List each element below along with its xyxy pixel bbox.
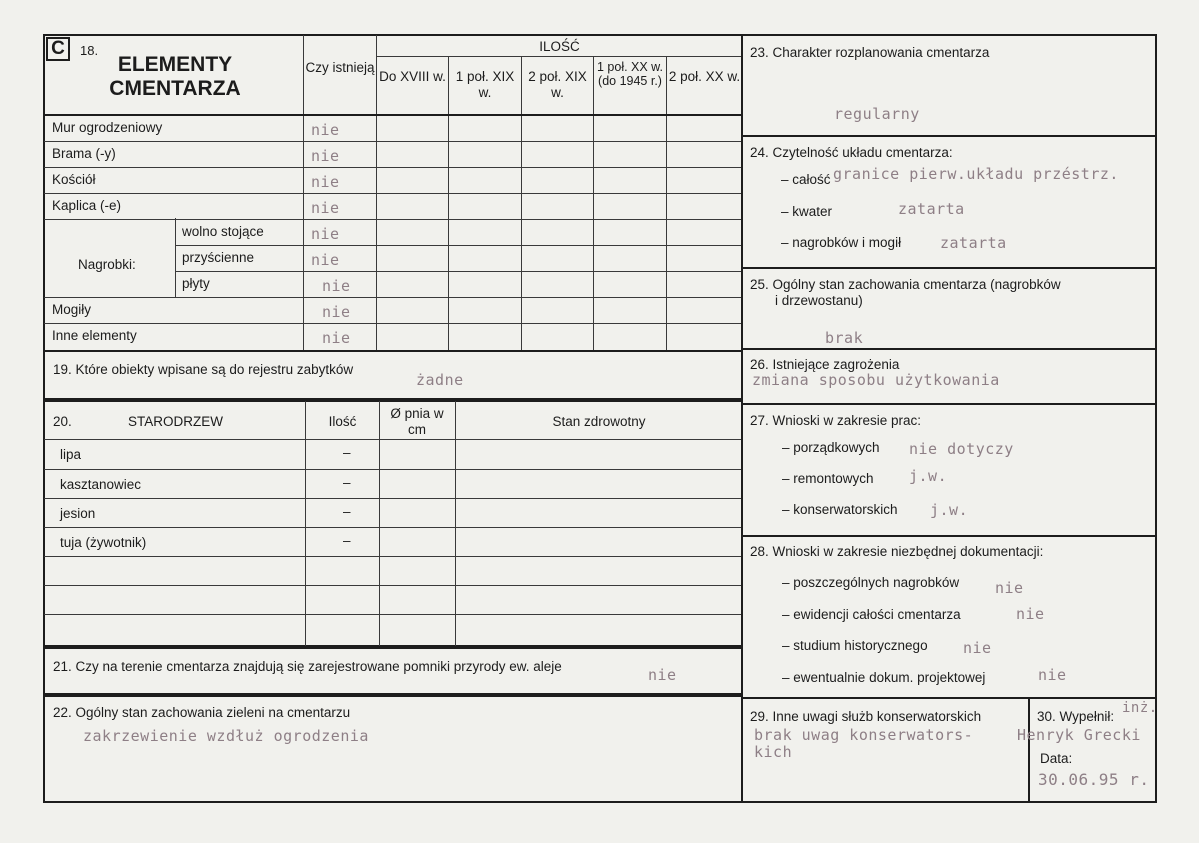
section-28-question: 28. Wnioski w zakresie niezbędnej dokumentacji: <box>750 544 1044 559</box>
element-row-label: płyty <box>182 276 210 291</box>
s28-answer-3: nie <box>1038 666 1067 684</box>
s24-label-1: – kwater <box>781 204 833 219</box>
section-29-answer-1: brak uwag konserwators- <box>754 726 974 744</box>
col-health-header: Stan zdrowotny <box>552 414 646 429</box>
element-row-exists: nie <box>311 251 340 269</box>
element-row-label: Kościół <box>52 172 96 187</box>
tree-name: jesion <box>60 506 96 521</box>
s24-answer-2: zatarta <box>940 234 1007 252</box>
tree-name: kasztanowiec <box>60 477 142 492</box>
col-qty-header: Ilość <box>328 414 357 429</box>
section-21-question: 21. Czy na terenie cmentarza znajdują się zarejestrowane pomniki przyrody ew. aleje <box>53 659 562 674</box>
s27-label-0: – porządkowych <box>782 440 880 455</box>
s24-answer-1: zatarta <box>898 200 965 218</box>
section-23-question: 23. Charakter rozplanowania cmentarza <box>750 45 990 60</box>
element-row-label: Inne elementy <box>52 328 137 343</box>
s28-label-0: – poszczególnych nagrobków <box>782 575 960 590</box>
section-19-question: 19. Które obiekty wpisane są do rejestru zabytków <box>53 362 354 377</box>
section-26-question: 26. Istniejące zagrożenia <box>750 357 900 372</box>
tree-qty: – <box>343 504 351 519</box>
section-letter-box <box>46 37 70 61</box>
tree-qty: – <box>343 475 351 490</box>
period-header: 2 poł. XX w. <box>668 69 741 84</box>
s24-answer-0: granice pierw.układu przéstrz. <box>833 165 1119 183</box>
element-row-label: Kaplica (-e) <box>52 198 122 213</box>
period-header: 1 poł. XX w. (do 1945 r.) <box>596 60 663 89</box>
section-18-number: 18. <box>80 43 99 58</box>
section-30-title: inż. <box>1122 700 1158 716</box>
element-row-label: Mur ogrodzeniowy <box>52 120 163 135</box>
s27-label-1: – remontowych <box>782 471 874 486</box>
s27-answer-2: j.w. <box>930 501 969 519</box>
tree-name: tuja (żywotnik) <box>60 535 147 550</box>
col-diam-header: Ø pnia w cm <box>390 406 444 437</box>
element-row-exists: nie <box>311 173 340 191</box>
section-19-answer: żadne <box>416 371 464 389</box>
element-row-label: Brama (-y) <box>52 146 116 161</box>
tree-qty: – <box>343 533 351 548</box>
element-row-exists: nie <box>322 329 351 347</box>
element-row-exists: nie <box>322 277 351 295</box>
s28-answer-1: nie <box>1016 605 1045 623</box>
s27-answer-1: j.w. <box>909 467 948 485</box>
section-30-date-label: Data: <box>1040 751 1073 766</box>
s28-answer-2: nie <box>963 639 992 657</box>
section-25-question-2: i drzewostanu) <box>775 293 863 308</box>
period-header: Do XVIII w. <box>379 69 446 84</box>
element-row-exists: nie <box>311 225 340 243</box>
s28-label-1: – ewidencji całości cmentarza <box>782 607 961 622</box>
element-row-exists: nie <box>322 303 351 321</box>
title-line-1: ELEMENTY <box>117 53 233 76</box>
section-20-number: 20. <box>53 414 72 429</box>
nagrobki-label: Nagrobki: <box>78 257 136 272</box>
element-row-exists: nie <box>311 121 340 139</box>
section-22-question: 22. Ogólny stan zachowania zieleni na cmentarzu <box>53 705 351 720</box>
section-letter: C <box>51 38 65 59</box>
element-row-exists: nie <box>311 199 340 217</box>
section-20-table <box>43 400 743 647</box>
section-18-title <box>80 53 270 101</box>
section-25-answer: brak <box>825 329 864 347</box>
period-header: 1 poł. XIX w. <box>455 69 515 100</box>
section-27-question: 27. Wnioski w zakresie prac: <box>750 413 922 428</box>
section-29-question: 29. Inne uwagi służb konserwatorskich <box>750 709 982 724</box>
s24-label-2: – nagrobków i mogił <box>781 235 902 250</box>
element-row-label: wolno stojące <box>182 224 264 239</box>
col-exists-header: Czy istnieją <box>305 60 375 75</box>
s28-label-3: – ewentualnie dokum. projektowej <box>782 670 986 685</box>
section-30-label: 30. Wypełnił: <box>1037 709 1115 724</box>
element-row-exists: nie <box>311 147 340 165</box>
s28-label-2: – studium historycznego <box>782 638 928 653</box>
s24-label-0: – całość <box>781 172 831 187</box>
s28-answer-0: nie <box>995 579 1024 597</box>
section-21-answer: nie <box>648 666 677 684</box>
title-line-2: CMENTARZA <box>109 77 241 101</box>
section-30-name: Henryk Grecki <box>1017 726 1141 744</box>
tree-qty: – <box>343 445 351 460</box>
col-quantity-header: ILOŚĆ <box>539 39 580 54</box>
section-30-date: 30.06.95 r. <box>1038 770 1150 789</box>
section-22-answer: zakrzewienie wzdłuż ogrodzenia <box>83 727 369 745</box>
s27-answer-0: nie dotyczy <box>909 440 1014 458</box>
section-25-question-1: 25. Ogólny stan zachowania cmentarza (nagrobków <box>750 277 1061 292</box>
tree-name: lipa <box>60 447 82 462</box>
element-row-label: przyścienne <box>182 250 255 265</box>
element-row-label: Mogiły <box>52 302 92 317</box>
period-header: 2 poł. XIX w. <box>528 69 587 100</box>
section-26-answer: zmiana sposobu użytkowania <box>752 371 1000 389</box>
section-23-answer: regularny <box>834 105 920 123</box>
s27-label-2: – konserwatorskich <box>782 502 898 517</box>
section-20-title: STARODRZEW <box>128 414 223 429</box>
section-29-answer-2: kich <box>754 743 793 761</box>
section-24-question: 24. Czytelność układu cmentarza: <box>750 145 953 160</box>
